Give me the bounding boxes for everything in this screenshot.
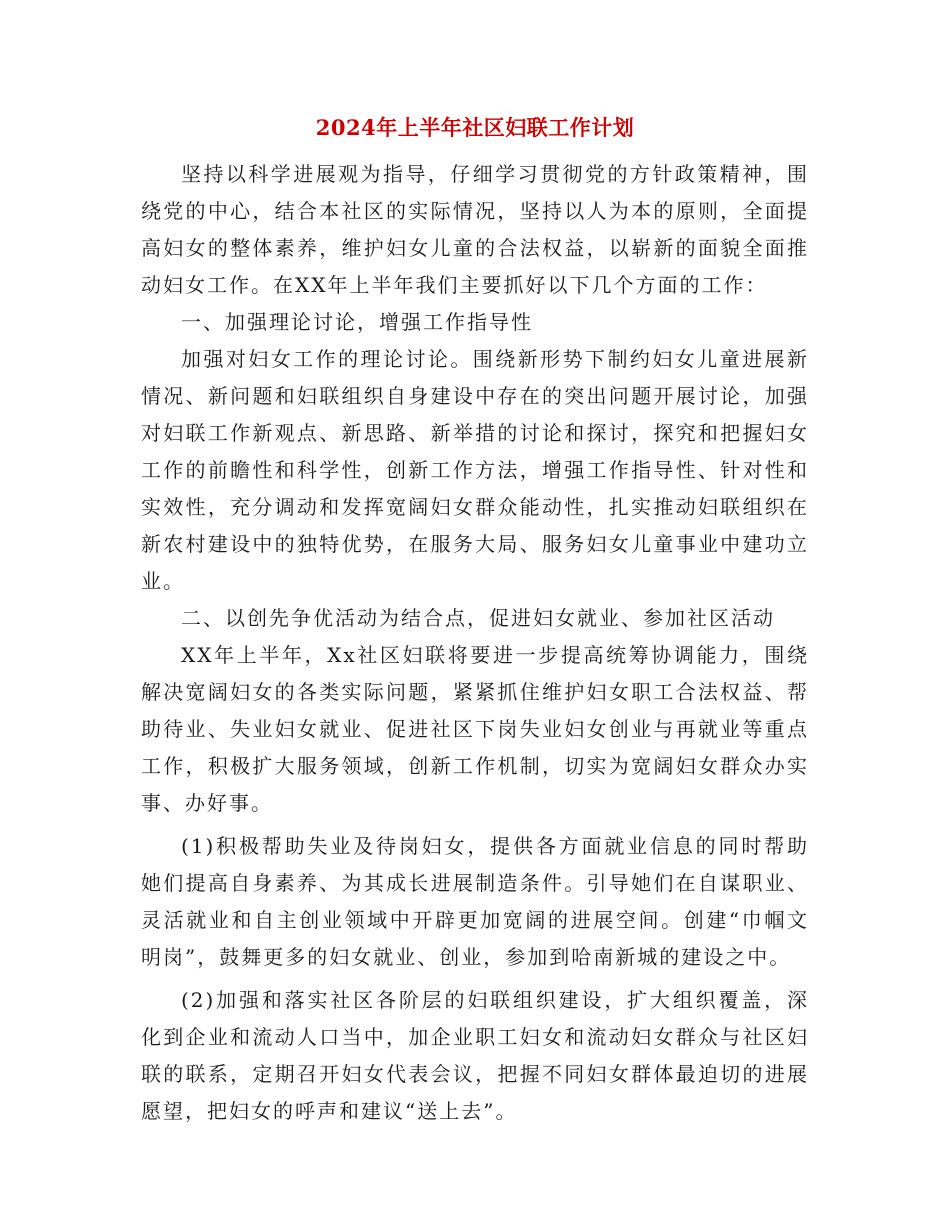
section-2-paragraph: XX年上半年，Xx社区妇联将要进一步提高统筹协调能力，围绕解决宽阔妇女的各类实际问题，紧紧抓住维护妇女职工合法权益、帮助待业、失业妇女就业、促进社区下岗失业妇女创业与再就业等重点工作，积极扩大服务领域，创新工作机制，切实为宽阔妇女群众办实事、办好事。 <box>141 643 809 815</box>
intro-paragraph: 坚持以科学进展观为指导，仔细学习贯彻党的方针政策精神，围绕党的中心，结合本社区的实际情况，坚持以人为本的原则，全面提高妇女的整体素养，维护妇女儿童的合法权益，以崭新的面貌全面推动妇女工作。在XX年上半年我们主要抓好以下几个方面的工作： <box>141 162 809 297</box>
document-title: 2024年上半年社区妇联工作计划 <box>315 115 635 140</box>
item-1-paragraph: (1)积极帮助失业及待岗妇女，提供各方面就业信息的同时帮助她们提高自身素养、为其成长进展制造条件。引导她们在自谋职业、灵活就业和自主创业领域中开辟更加宽阔的进展空间。创建“巾帼文明岗”，鼓舞更多的妇女就业、创业，参加到哈南新城的建设之中。 <box>141 834 809 969</box>
section-heading-1: 一、加强理论讨论，增强工作指导性 <box>181 310 533 334</box>
document-body <box>141 156 809 1130</box>
item-2-paragraph: (2)加强和落实社区各阶层的妇联组织建设，扩大组织覆盖，深化到企业和流动人口当中，加企业职工妇女和流动妇女群众与社区妇联的联系，定期召开妇女代表会议，把握不同妇女群体最迫切的进展愿望，把妇女的呼声和建议“送上去”。 <box>141 988 809 1123</box>
section-heading-2: 二、以创先争优活动为结合点，促进妇女就业、参加社区活动 <box>181 606 775 630</box>
section-1-paragraph: 加强对妇女工作的理论讨论。围绕新形势下制约妇女儿童进展新情况、新问题和妇联组织自身建设中存在的突出问题开展讨论，加强对妇联工作新观点、新思路、新举措的讨论和探讨，探究和把握妇女工作的前瞻性和科学性，创新工作方法，增强工作指导性、针对性和实效性，充分调动和发挥宽阔妇女群众能动性，扎实推动妇联组织在新农村建设中的独特优势，在服务大局、服务妇女儿童事业中建功立业。 <box>141 347 809 593</box>
